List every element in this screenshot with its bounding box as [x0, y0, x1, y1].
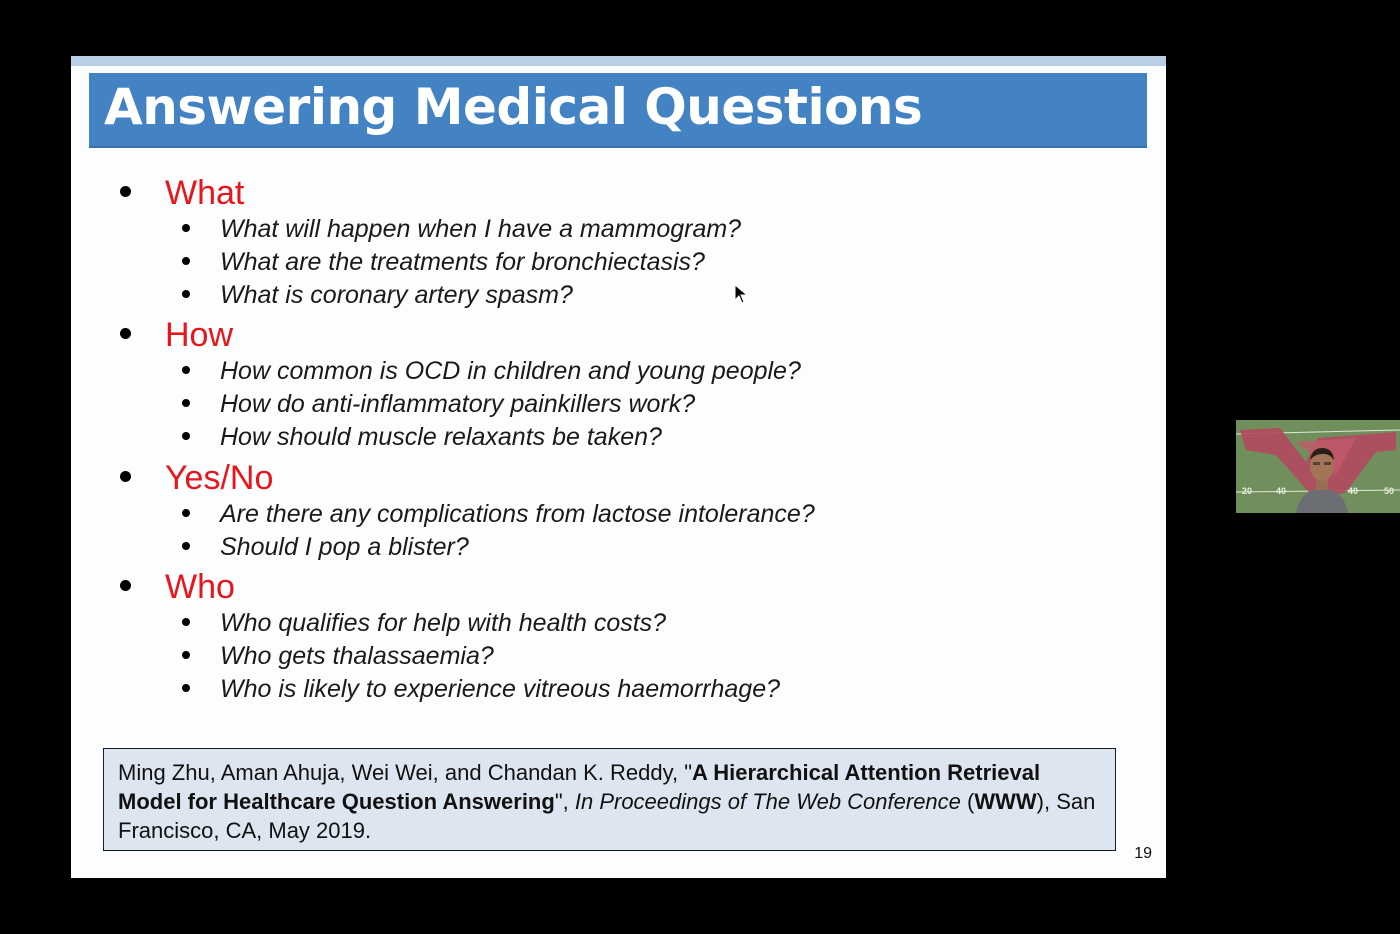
bullet-icon [182, 399, 190, 407]
bullet-icon [182, 618, 190, 626]
bullet-icon [120, 328, 131, 339]
list-item [71, 608, 971, 641]
list-item [71, 422, 971, 455]
yard-number: 50 [1384, 486, 1395, 496]
list-item-text: How do anti-inflammatory painkillers work? [220, 390, 696, 418]
list-item-text: Who gets thalassaemia? [220, 642, 494, 670]
citation-details: ), San Francisco, CA, May 2019. [118, 789, 1096, 843]
list-item-text: How common is OCD in children and young people? [220, 357, 801, 385]
yard-number: 20 [1242, 486, 1253, 496]
yard-number: 40 [1348, 486, 1359, 496]
list-item [71, 499, 971, 532]
bullet-icon [120, 580, 131, 591]
citation-box [103, 748, 1116, 851]
list-item-text: Are there any complications from lactose intolerance? [220, 500, 815, 528]
bullet-icon [182, 509, 190, 517]
list-item-text: What is coronary artery spasm? [220, 281, 573, 309]
section-label: How [165, 316, 234, 354]
list-item [71, 280, 971, 313]
bullet-icon [182, 432, 190, 440]
bullet-icon [182, 290, 190, 298]
list-item-text: What are the treatments for bronchiectasis? [220, 248, 705, 276]
citation-paren-open: ( [960, 789, 975, 814]
bullet-icon [182, 257, 190, 265]
section-label: Who [165, 568, 235, 606]
list-item-text: What will happen when I have a mammogram? [220, 215, 742, 243]
yard-number: 40 [1276, 486, 1287, 496]
citation-separator: ", [554, 789, 575, 814]
bullet-icon [182, 542, 190, 550]
citation-venue: In Proceedings of The Web Conference [574, 789, 961, 814]
list-item [71, 214, 971, 247]
citation-venue-abbrev: WWW [974, 789, 1037, 814]
bullet-icon [182, 651, 190, 659]
bullet-icon [182, 224, 190, 232]
page-number: 19 [1134, 845, 1152, 862]
section-label: Yes/No [165, 459, 274, 497]
list-item-text: Who is likely to experience vitreous haemorrhage? [220, 675, 780, 703]
list-item [71, 389, 971, 422]
bullet-icon [182, 684, 190, 692]
bullet-icon [120, 186, 131, 197]
list-item-text: Should I pop a blister? [220, 533, 469, 561]
bullet-icon [120, 471, 131, 482]
list-item-text: How should muscle relaxants be taken? [220, 423, 662, 451]
citation-authors: Ming Zhu, Aman Ahuja, Wei Wei, and Chandan K. Reddy, " [118, 760, 693, 785]
webcam-video-thumbnail[interactable] [1236, 420, 1400, 513]
list-item [71, 641, 971, 674]
mouse-cursor-icon [734, 284, 750, 304]
slide-top-strip [71, 56, 1166, 66]
list-item [71, 247, 971, 280]
slide-title: Answering Medical Questions [104, 78, 923, 136]
presenter-image [1296, 438, 1348, 513]
section-label: What [165, 174, 245, 212]
list-item-text: Who qualifies for help with health costs? [220, 609, 667, 637]
list-item [71, 674, 971, 707]
presentation-slide [71, 56, 1166, 878]
list-item [71, 532, 971, 565]
bullet-icon [182, 366, 190, 374]
title-bar [89, 73, 1147, 148]
citation-title: A Hierarchical Attention Retrieval Model for Healthcare Question Answering [118, 760, 1041, 814]
list-item [71, 356, 971, 389]
